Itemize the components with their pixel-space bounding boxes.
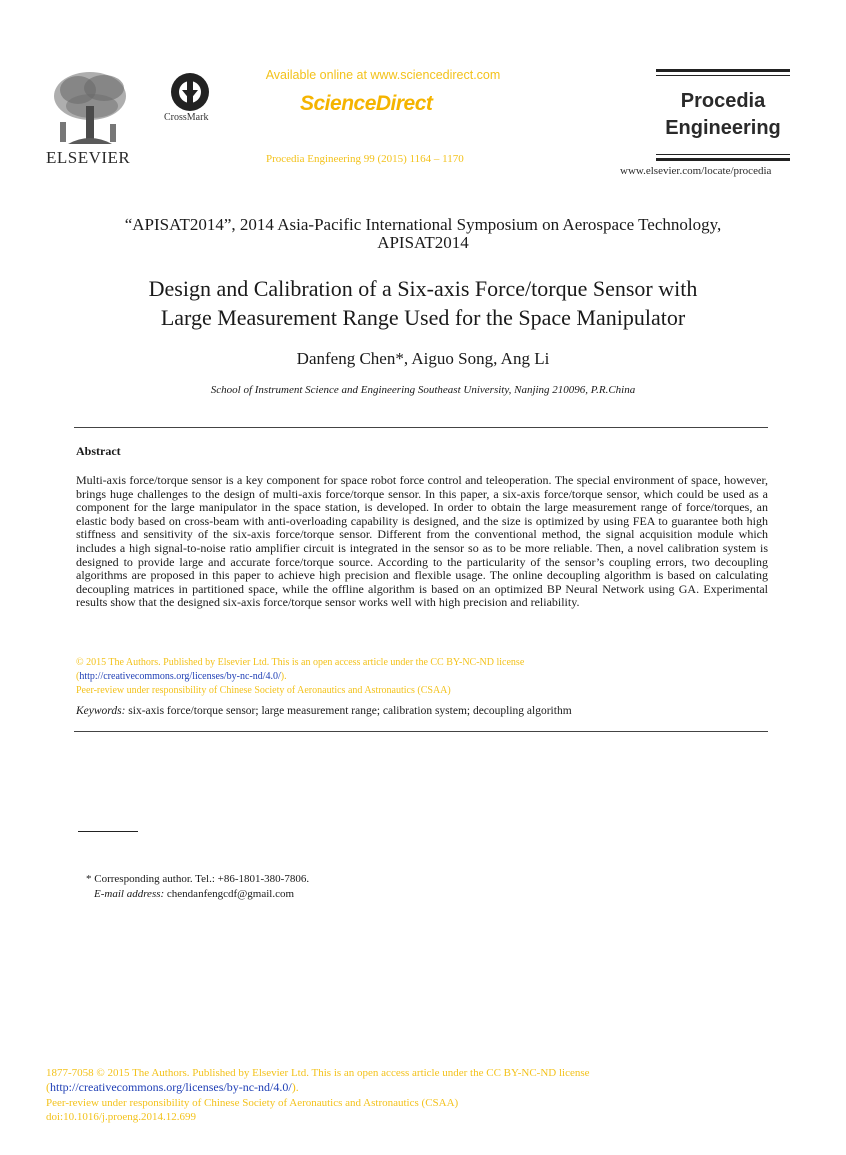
conference-name: “APISAT2014”, 2014 Asia-Pacific International Symposium on Aerospace Technology, APISAT2014 xyxy=(124,215,722,252)
footer-peer-review: Peer-review under responsibility of Chinese Society of Aeronautics and Astronautics (CSAA) xyxy=(46,1097,459,1109)
email-label: E-mail address: xyxy=(94,888,165,900)
abstract-heading: Abstract xyxy=(76,444,121,458)
footer-license-open-paren: ( xyxy=(46,1080,50,1094)
keywords-label: Keywords: xyxy=(76,705,126,717)
paper-title xyxy=(80,274,766,332)
abstract-body: Multi-axis force/torque sensor is a key component for space robot force control and teleoperation. The special environment of space, however, brings huge challenges to the design of multi-axis force/torque sensor. In this paper, a six-axis force/torque sensor, which could be used as a component for the large manipulator in the space station, is developed. In order to obtain the large measurement range of force/torques, an elastic body based on cross-beam with anti-overloading capability is designed, and the size is optimized by using FEA to guarantee both high stiffness and sensitivity of the six-axis force/torque sensor. Different from the conventional method, the signal acquisition module which includes a high signal-to-noise ratio amplifier circuit is integrated in the sensor so as to be more reliable. Then, a novel calibration system is designed to provide large and accurate force/torque source. According to the particularity of the sensor’s coupling errors, two decoupling algorithms are proposed in this paper to achieve high precision and flexible usage. The online decoupling algorithm is based on calculating decoupling matrices in partitioned space, while the offline algorithm is based on an optimized BP Neural Network using GA. Experimental results show that the designed six-axis force/torque sensor works well with high precision and reliability. xyxy=(76,473,768,610)
license-close-paren: ). xyxy=(280,671,287,682)
journal-url-link[interactable]: www.elsevier.com/locate/procedia xyxy=(620,165,772,177)
email-address[interactable]: chendanfengcdf@gmail.com xyxy=(164,888,295,900)
footer-issn-copyright: 1877-7058 © 2015 The Authors. Published by Elsevier Ltd. This is an open access article under the CC BY-NC-ND license xyxy=(46,1067,590,1079)
footer-license-close-paren: ). xyxy=(291,1080,299,1094)
journal-name-line1: Procedia xyxy=(680,90,766,112)
elsevier-wordmark: ELSEVIER xyxy=(46,148,131,167)
footer-license-line xyxy=(46,1081,299,1094)
journal-rule-bottom-thin xyxy=(656,154,790,155)
abstract-license-line xyxy=(76,671,287,683)
paper-title-line1: Design and Calibration of a Six-axis Force/torque Sensor with xyxy=(148,276,698,301)
footnote-divider xyxy=(78,831,138,832)
journal-name xyxy=(656,88,790,142)
available-online-link[interactable]: Available online at www.sciencedirect.com xyxy=(265,68,501,82)
keywords-line xyxy=(76,705,572,717)
sciencedirect-logo[interactable]: ScienceDirect xyxy=(300,92,433,115)
crossmark-icon[interactable] xyxy=(170,72,210,112)
author-list: Danfeng Chen*, Aiguo Song, Ang Li xyxy=(296,349,550,368)
footer-license-url-link[interactable]: http://creativecommons.org/licenses/by-nc-nd/4.0/ xyxy=(50,1080,292,1094)
paper-title-line2: Large Measurement Range Used for the Space Manipulator xyxy=(160,305,686,330)
corresponding-author: * Corresponding author. Tel.: +86-1801-380-7806. xyxy=(86,873,310,885)
footer-doi[interactable]: doi:10.1016/j.proeng.2014.12.699 xyxy=(46,1111,197,1123)
abstract-peer-review: Peer-review under responsibility of Chinese Society of Aeronautics and Astronautics (CSAA) xyxy=(76,685,451,696)
license-url-link[interactable]: http://creativecommons.org/licenses/by-nc-nd/4.0/ xyxy=(79,671,281,682)
affiliation: School of Instrument Science and Engineering Southeast University, Nanjing 210096, P.R.China xyxy=(210,384,636,396)
license-open-paren: ( xyxy=(76,671,80,682)
journal-rule-top xyxy=(656,69,790,72)
journal-rule-top-thin xyxy=(656,75,790,76)
elsevier-tree-logo-icon xyxy=(48,66,132,150)
journal-reference: Procedia Engineering 99 (2015) 1164 – 1170 xyxy=(266,153,464,165)
abstract-top-divider xyxy=(74,427,768,428)
crossmark-label: CrossMark xyxy=(164,112,209,123)
journal-rule-bottom xyxy=(656,158,790,161)
journal-name-line2: Engineering xyxy=(665,117,781,139)
keywords-text: six-axis force/torque sensor; large measurement range; calibration system; decoupling algorithm xyxy=(125,705,572,717)
abstract-bottom-divider xyxy=(74,731,768,732)
abstract-copyright: © 2015 The Authors. Published by Elsevier Ltd. This is an open access article under the CC BY-NC-ND license xyxy=(76,657,525,668)
email-line xyxy=(94,888,294,900)
